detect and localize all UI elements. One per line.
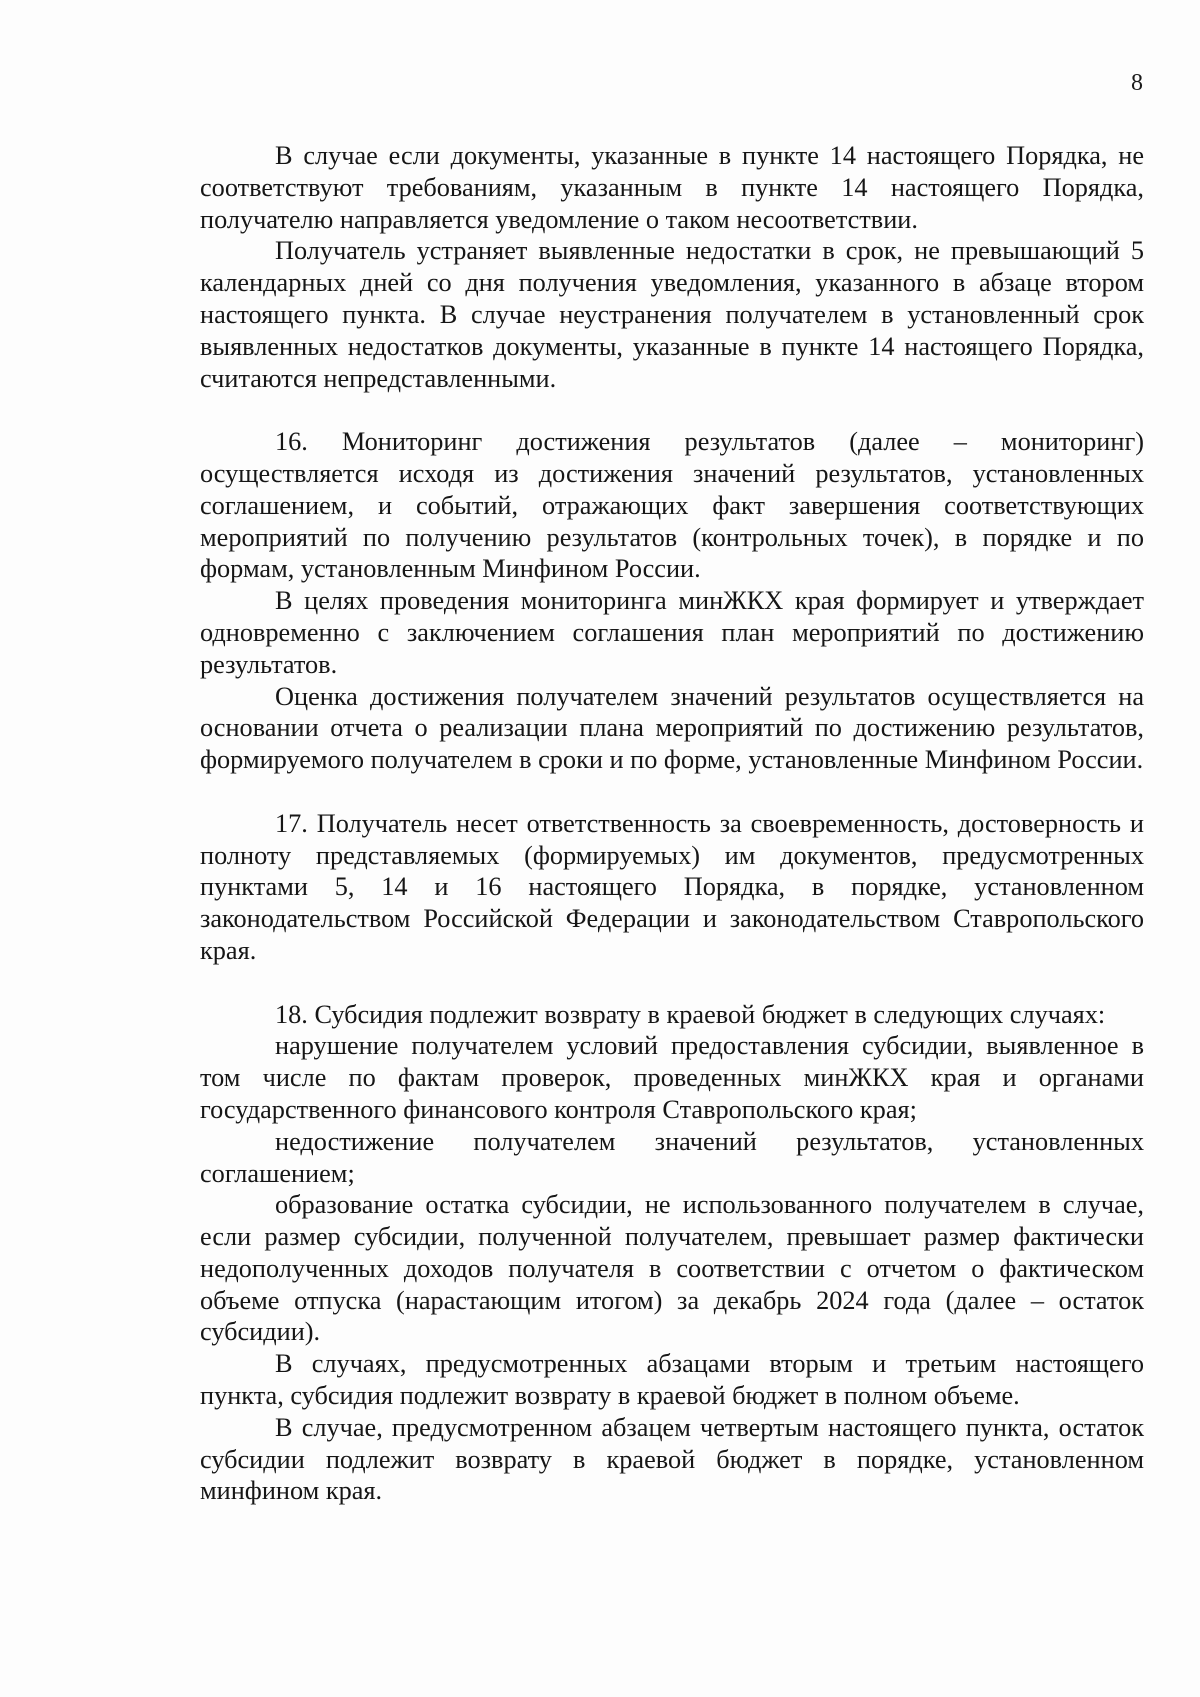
- document-body: [200, 140, 1144, 1507]
- page-number: 8: [1131, 70, 1143, 96]
- paragraph: Получатель устраняет выявленные недостатки в срок, не превышающий 5 календарных дней со дня получения уведомления, указанного в абзаце втором настоящего пункта. В случае неустранения получателем в установленный срок выявленных недостатков документы, указанные в пункте 14 настоящего Порядка, считаются непредставленными.: [200, 236, 1144, 393]
- paragraph: В случае, предусмотренном абзацем четвертым настоящего пункта, остаток субсидии подлежит возврату в краевой бюджет в порядке, установленном минфином края.: [200, 1412, 1144, 1506]
- paragraph: В случае если документы, указанные в пункте 14 настоящего Порядка, не соответствуют требованиям, указанным в пункте 14 настоящего Порядка, получателю направляется уведомление о таком несоответствии.: [200, 141, 1144, 234]
- paragraph: В случаях, предусмотренных абзацами вторым и третьим настоящего пункта, субсидия подлежит возврату в краевой бюджет в полном объеме.: [200, 1349, 1144, 1411]
- paragraph: В целях проведения мониторинга минЖКХ края формирует и утверждает одновременно с заключением соглашения план мероприятий по достижению результатов.: [200, 586, 1144, 679]
- paragraph: 17. Получатель несет ответственность за своевременность, достоверность и полноту представляемых (формируемых) им документов, предусмотренных пунктами 5, 14 и 16 настоящего Порядка, в порядке, установленном законодательством Российской Федерации и законодательством Ставропольского края.: [200, 808, 1144, 965]
- paragraph: Оценка достижения получателем значений результатов осуществляется на основании отчета о реализации плана мероприятий по достижению результатов, формируемого получателем в сроки и по форме, установленные Минфином России.: [200, 681, 1144, 775]
- paragraph: нарушение получателем условий предоставления субсидии, выявленное в том числе по фактам проверок, проведенных минЖКХ края и органами государственного финансового контроля Ставропольского края;: [200, 1031, 1144, 1124]
- paragraph: 18. Субсидия подлежит возврату в краевой бюджет в следующих случаях:: [275, 999, 1106, 1029]
- paragraph: 16. Мониторинг достижения результатов (далее – мониторинг) осуществляется исходя из достижения значений результатов, установленных соглашением, и событий, отражающих факт завершения соответствующих мероприятий по получению результатов (контрольных точек), в порядке и по формам, установленным Минфином России.: [200, 427, 1144, 584]
- paragraph: образование остатка субсидии, не использованного получателем в случае, если размер субсидии, полученной получателем, превышает размер фактически недополученных доходов получателя в соответствии с отчетом о фактическом объеме отпуска (нарастающим итогом) за декабрь 2024 года (далее – остаток субсидии).: [200, 1190, 1144, 1347]
- paragraph: недостижение получателем значений результатов, установленных соглашением;: [200, 1126, 1144, 1188]
